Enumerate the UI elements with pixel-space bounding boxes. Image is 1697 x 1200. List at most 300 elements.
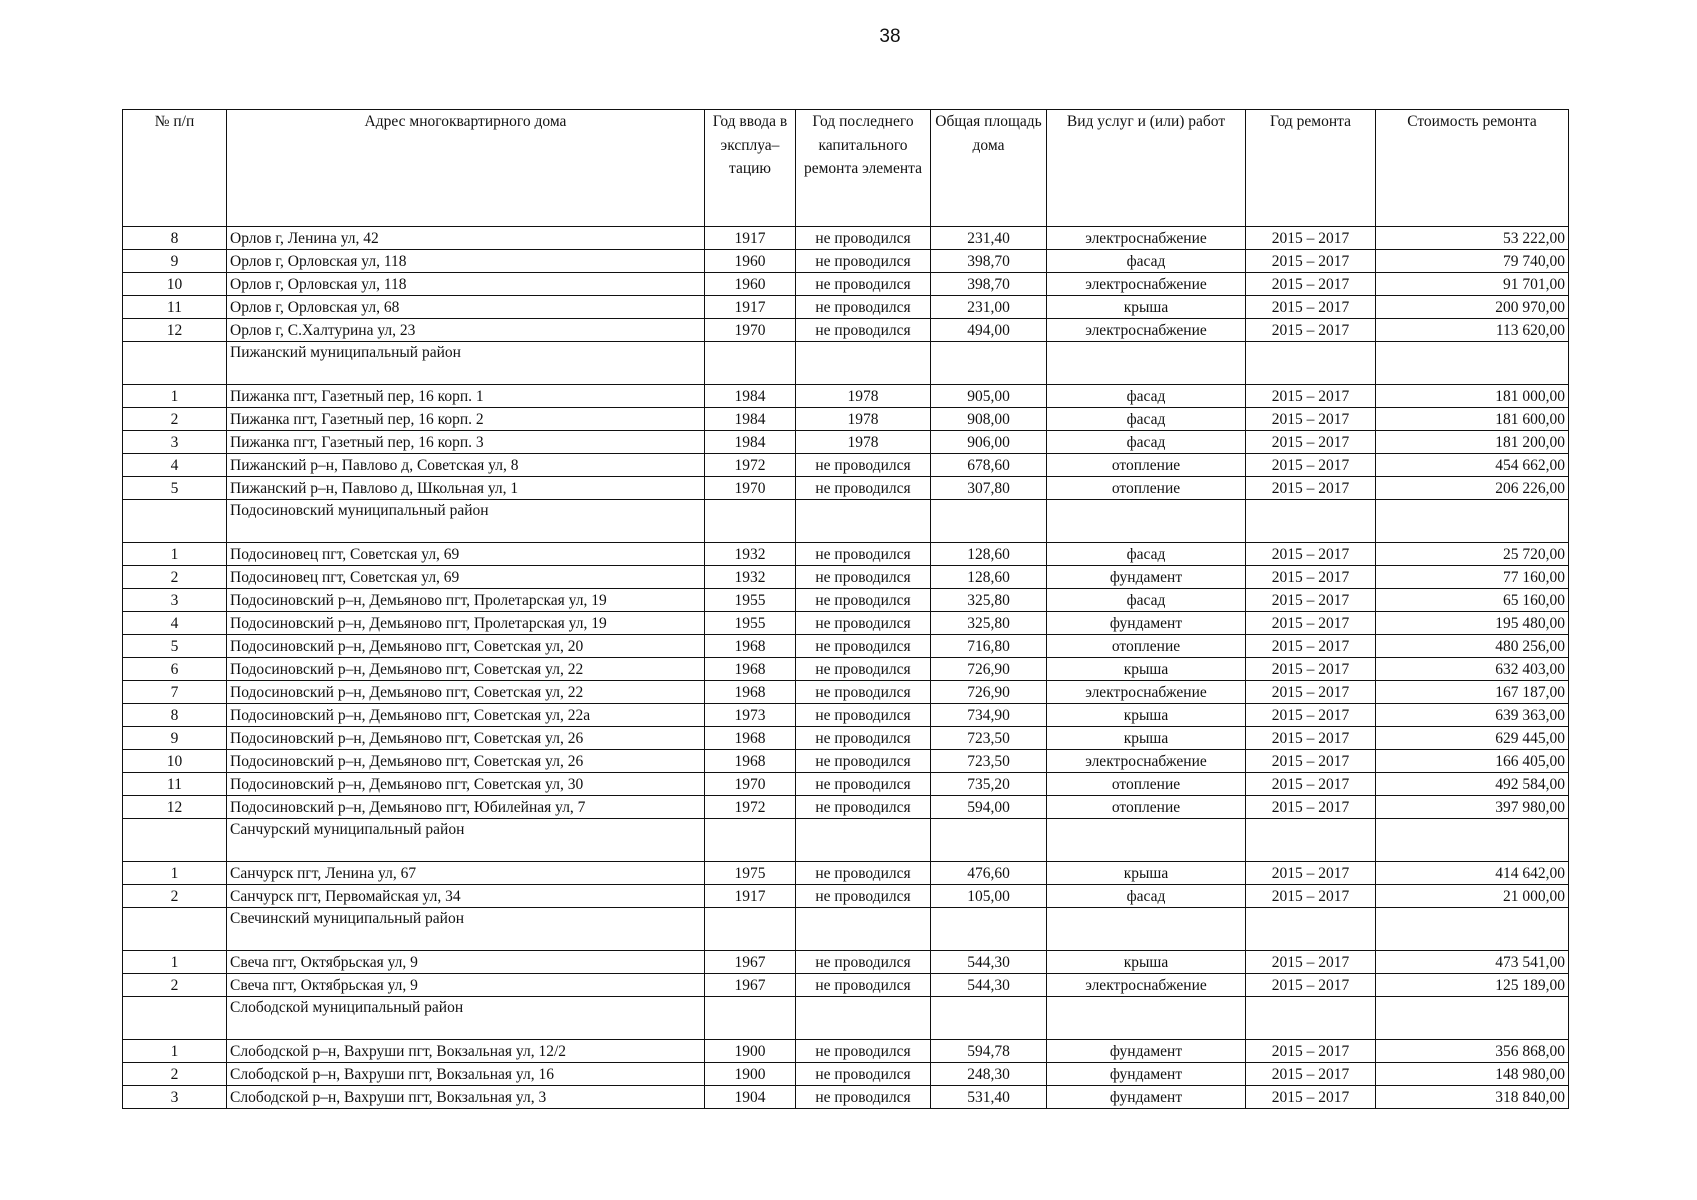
row-year-built: 1984 (705, 385, 796, 408)
row-last-repair: не проводился (796, 974, 931, 997)
row-last-repair: не проводился (796, 543, 931, 566)
row-address: Подосиновский р–н, Демьяново пгт, Советская ул, 30 (227, 773, 705, 796)
empty-cell (1376, 500, 1569, 543)
row-address: Пижанский р–н, Павлово д, Школьная ул, 1 (227, 477, 705, 500)
row-last-repair: не проводился (796, 681, 931, 704)
row-address: Подосиновский р–н, Демьяново пгт, Пролетарская ул, 19 (227, 612, 705, 635)
table-row (123, 658, 1569, 681)
row-number: 2 (123, 974, 227, 997)
row-number: 1 (123, 862, 227, 885)
row-cost: 629 445,00 (1376, 727, 1569, 750)
row-area: 905,00 (931, 385, 1047, 408)
row-area: 105,00 (931, 885, 1047, 908)
row-number: 2 (123, 408, 227, 431)
table-row (123, 773, 1569, 796)
row-number: 2 (123, 1063, 227, 1086)
row-last-repair: не проводился (796, 250, 931, 273)
row-number: 9 (123, 250, 227, 273)
row-area: 398,70 (931, 273, 1047, 296)
row-year-built: 1970 (705, 477, 796, 500)
row-last-repair: не проводился (796, 796, 931, 819)
row-repair-years: 2015 – 2017 (1246, 589, 1376, 612)
row-last-repair: не проводился (796, 296, 931, 319)
row-repair-years: 2015 – 2017 (1246, 704, 1376, 727)
row-last-repair: не проводился (796, 1040, 931, 1063)
row-service: фундамент (1047, 1040, 1246, 1063)
row-area: 734,90 (931, 704, 1047, 727)
row-area: 544,30 (931, 974, 1047, 997)
row-cost: 167 187,00 (1376, 681, 1569, 704)
row-cost: 181 200,00 (1376, 431, 1569, 454)
row-area: 231,40 (931, 227, 1047, 250)
row-last-repair: 1978 (796, 385, 931, 408)
row-cost: 181 600,00 (1376, 408, 1569, 431)
row-cost: 113 620,00 (1376, 319, 1569, 342)
row-number: 7 (123, 681, 227, 704)
empty-cell (123, 500, 227, 543)
row-cost: 473 541,00 (1376, 951, 1569, 974)
row-year-built: 1932 (705, 543, 796, 566)
table-row (123, 796, 1569, 819)
row-address: Санчурск пгт, Первомайская ул, 34 (227, 885, 705, 908)
row-last-repair: не проводился (796, 612, 931, 635)
row-year-built: 1970 (705, 319, 796, 342)
row-area: 726,90 (931, 658, 1047, 681)
row-address: Подосиновский р–н, Демьяново пгт, Советская ул, 22 (227, 681, 705, 704)
row-repair-years: 2015 – 2017 (1246, 543, 1376, 566)
row-service: фасад (1047, 543, 1246, 566)
row-year-built: 1973 (705, 704, 796, 727)
row-repair-years: 2015 – 2017 (1246, 273, 1376, 296)
row-repair-years: 2015 – 2017 (1246, 681, 1376, 704)
row-cost: 492 584,00 (1376, 773, 1569, 796)
row-cost: 181 000,00 (1376, 385, 1569, 408)
row-number: 10 (123, 273, 227, 296)
row-year-built: 1972 (705, 454, 796, 477)
row-repair-years: 2015 – 2017 (1246, 431, 1376, 454)
table-row (123, 250, 1569, 273)
row-area: 231,00 (931, 296, 1047, 319)
row-service: крыша (1047, 727, 1246, 750)
header-last-repair: Год последнего капитального ремонта элемента (796, 110, 931, 227)
row-area: 723,50 (931, 727, 1047, 750)
row-cost: 25 720,00 (1376, 543, 1569, 566)
row-year-built: 1917 (705, 296, 796, 319)
row-area: 248,30 (931, 1063, 1047, 1086)
row-cost: 125 189,00 (1376, 974, 1569, 997)
row-last-repair: не проводился (796, 704, 931, 727)
row-area: 678,60 (931, 454, 1047, 477)
row-repair-years: 2015 – 2017 (1246, 385, 1376, 408)
empty-cell (705, 500, 796, 543)
row-area: 494,00 (931, 319, 1047, 342)
row-year-built: 1984 (705, 431, 796, 454)
row-cost: 200 970,00 (1376, 296, 1569, 319)
row-cost: 148 980,00 (1376, 1063, 1569, 1086)
row-year-built: 1917 (705, 885, 796, 908)
row-repair-years: 2015 – 2017 (1246, 750, 1376, 773)
row-repair-years: 2015 – 2017 (1246, 477, 1376, 500)
table-row (123, 454, 1569, 477)
table-row (123, 296, 1569, 319)
table-row (123, 862, 1569, 885)
row-repair-years: 2015 – 2017 (1246, 612, 1376, 635)
row-last-repair: не проводился (796, 750, 931, 773)
empty-cell (1376, 342, 1569, 385)
row-repair-years: 2015 – 2017 (1246, 951, 1376, 974)
row-repair-years: 2015 – 2017 (1246, 727, 1376, 750)
row-service: электроснабжение (1047, 319, 1246, 342)
row-last-repair: не проводился (796, 273, 931, 296)
row-repair-years: 2015 – 2017 (1246, 635, 1376, 658)
table-row (123, 273, 1569, 296)
empty-cell (1246, 908, 1376, 951)
section-header-row (123, 997, 1569, 1040)
row-number: 11 (123, 773, 227, 796)
empty-cell (123, 997, 227, 1040)
row-address: Орлов г, Орловская ул, 118 (227, 273, 705, 296)
row-number: 6 (123, 658, 227, 681)
empty-cell (931, 997, 1047, 1040)
row-service: фундамент (1047, 1063, 1246, 1086)
table-row (123, 1086, 1569, 1109)
header-area: Общая площадь дома (931, 110, 1047, 227)
row-cost: 65 160,00 (1376, 589, 1569, 612)
row-last-repair: не проводился (796, 727, 931, 750)
row-year-built: 1917 (705, 227, 796, 250)
table-row (123, 951, 1569, 974)
table-row (123, 750, 1569, 773)
row-number: 3 (123, 589, 227, 612)
empty-cell (123, 342, 227, 385)
row-repair-years: 2015 – 2017 (1246, 974, 1376, 997)
row-year-built: 1955 (705, 589, 796, 612)
table-row (123, 477, 1569, 500)
row-year-built: 1968 (705, 750, 796, 773)
row-year-built: 1975 (705, 862, 796, 885)
row-cost: 454 662,00 (1376, 454, 1569, 477)
table-row (123, 543, 1569, 566)
row-address: Слободской р–н, Вахруши пгт, Вокзальная ул, 12/2 (227, 1040, 705, 1063)
row-address: Свеча пгт, Октябрьская ул, 9 (227, 951, 705, 974)
row-last-repair: не проводился (796, 862, 931, 885)
header-number: № п/п (123, 110, 227, 227)
row-last-repair: не проводился (796, 951, 931, 974)
empty-cell (796, 500, 931, 543)
row-cost: 480 256,00 (1376, 635, 1569, 658)
row-number: 1 (123, 951, 227, 974)
row-year-built: 1960 (705, 250, 796, 273)
section-title: Свечинский муниципальный район (227, 908, 705, 951)
row-service: электроснабжение (1047, 974, 1246, 997)
row-cost: 79 740,00 (1376, 250, 1569, 273)
empty-cell (1047, 908, 1246, 951)
table-row (123, 566, 1569, 589)
row-last-repair: не проводился (796, 635, 931, 658)
row-service: электроснабжение (1047, 681, 1246, 704)
row-service: фасад (1047, 885, 1246, 908)
row-address: Подосиновский р–н, Демьяново пгт, Советская ул, 22 (227, 658, 705, 681)
row-repair-years: 2015 – 2017 (1246, 862, 1376, 885)
row-cost: 356 868,00 (1376, 1040, 1569, 1063)
row-repair-years: 2015 – 2017 (1246, 1040, 1376, 1063)
row-year-built: 1972 (705, 796, 796, 819)
row-number: 1 (123, 1040, 227, 1063)
row-address: Пижанка пгт, Газетный пер, 16 корп. 1 (227, 385, 705, 408)
table-row (123, 408, 1569, 431)
row-address: Пижанка пгт, Газетный пер, 16 корп. 2 (227, 408, 705, 431)
row-service: крыша (1047, 704, 1246, 727)
row-year-built: 1904 (705, 1086, 796, 1109)
row-last-repair: не проводился (796, 1086, 931, 1109)
row-service: фасад (1047, 431, 1246, 454)
row-address: Подосиновский р–н, Демьяново пгт, Пролетарская ул, 19 (227, 589, 705, 612)
row-area: 716,80 (931, 635, 1047, 658)
row-area: 325,80 (931, 612, 1047, 635)
row-number: 1 (123, 385, 227, 408)
row-address: Подосиновский р–н, Демьяново пгт, Советская ул, 26 (227, 750, 705, 773)
empty-cell (123, 908, 227, 951)
empty-cell (123, 819, 227, 862)
row-service: фундамент (1047, 566, 1246, 589)
row-cost: 195 480,00 (1376, 612, 1569, 635)
row-service: фундамент (1047, 1086, 1246, 1109)
row-area: 544,30 (931, 951, 1047, 974)
row-service: фасад (1047, 408, 1246, 431)
row-repair-years: 2015 – 2017 (1246, 227, 1376, 250)
header-service: Вид услуг и (или) работ (1047, 110, 1246, 227)
row-cost: 77 160,00 (1376, 566, 1569, 589)
empty-cell (931, 500, 1047, 543)
empty-cell (1246, 819, 1376, 862)
row-last-repair: не проводился (796, 773, 931, 796)
empty-cell (705, 997, 796, 1040)
row-number: 12 (123, 319, 227, 342)
row-number: 2 (123, 885, 227, 908)
row-last-repair: не проводился (796, 566, 931, 589)
empty-cell (1246, 500, 1376, 543)
table-body (123, 227, 1569, 1109)
header-cost: Стоимость ремонта (1376, 110, 1569, 227)
row-service: отопление (1047, 477, 1246, 500)
empty-cell (796, 908, 931, 951)
row-last-repair: не проводился (796, 589, 931, 612)
empty-cell (931, 342, 1047, 385)
row-year-built: 1970 (705, 773, 796, 796)
row-last-repair: 1978 (796, 431, 931, 454)
row-year-built: 1967 (705, 951, 796, 974)
section-header-row (123, 500, 1569, 543)
empty-cell (1246, 342, 1376, 385)
row-cost: 639 363,00 (1376, 704, 1569, 727)
row-address: Подосиновский р–н, Демьяново пгт, Советская ул, 22а (227, 704, 705, 727)
row-last-repair: не проводился (796, 454, 931, 477)
row-repair-years: 2015 – 2017 (1246, 1086, 1376, 1109)
row-area: 128,60 (931, 566, 1047, 589)
row-area: 531,40 (931, 1086, 1047, 1109)
row-repair-years: 2015 – 2017 (1246, 408, 1376, 431)
table-row (123, 635, 1569, 658)
row-service: электроснабжение (1047, 750, 1246, 773)
row-number: 11 (123, 296, 227, 319)
row-repair-years: 2015 – 2017 (1246, 250, 1376, 273)
row-year-built: 1968 (705, 727, 796, 750)
row-address: Свеча пгт, Октябрьская ул, 9 (227, 974, 705, 997)
row-area: 325,80 (931, 589, 1047, 612)
row-cost: 632 403,00 (1376, 658, 1569, 681)
empty-cell (1376, 908, 1569, 951)
row-number: 5 (123, 635, 227, 658)
table-row (123, 589, 1569, 612)
row-service: фасад (1047, 385, 1246, 408)
header-year-built: Год ввода в эксплуа– тацию (705, 110, 796, 227)
row-repair-years: 2015 – 2017 (1246, 1063, 1376, 1086)
row-number: 12 (123, 796, 227, 819)
empty-cell (796, 342, 931, 385)
row-address: Подосиновец пгт, Советская ул, 69 (227, 566, 705, 589)
row-service: отопление (1047, 773, 1246, 796)
empty-cell (705, 342, 796, 385)
table-row (123, 612, 1569, 635)
row-year-built: 1932 (705, 566, 796, 589)
row-area: 594,78 (931, 1040, 1047, 1063)
empty-cell (1047, 997, 1246, 1040)
header-repair-years: Год ремонта (1246, 110, 1376, 227)
table-header-row (123, 110, 1569, 227)
row-repair-years: 2015 – 2017 (1246, 454, 1376, 477)
row-service: фасад (1047, 589, 1246, 612)
row-year-built: 1968 (705, 635, 796, 658)
row-repair-years: 2015 – 2017 (1246, 319, 1376, 342)
table-row (123, 704, 1569, 727)
row-last-repair: не проводился (796, 658, 931, 681)
row-area: 594,00 (931, 796, 1047, 819)
section-header-row (123, 819, 1569, 862)
empty-cell (931, 819, 1047, 862)
empty-cell (1246, 997, 1376, 1040)
row-address: Подосиновский р–н, Демьяново пгт, Советская ул, 20 (227, 635, 705, 658)
row-cost: 21 000,00 (1376, 885, 1569, 908)
row-last-repair: 1978 (796, 408, 931, 431)
row-number: 8 (123, 704, 227, 727)
row-number: 1 (123, 543, 227, 566)
row-number: 4 (123, 454, 227, 477)
row-cost: 414 642,00 (1376, 862, 1569, 885)
row-service: отопление (1047, 454, 1246, 477)
empty-cell (796, 819, 931, 862)
empty-cell (796, 997, 931, 1040)
table-row (123, 1040, 1569, 1063)
section-title: Санчурский муниципальный район (227, 819, 705, 862)
row-cost: 397 980,00 (1376, 796, 1569, 819)
row-area: 735,20 (931, 773, 1047, 796)
row-last-repair: не проводился (796, 319, 931, 342)
row-area: 726,90 (931, 681, 1047, 704)
section-title: Слободской муниципальный район (227, 997, 705, 1040)
row-address: Пижанский р–н, Павлово д, Советская ул, 8 (227, 454, 705, 477)
table-row (123, 681, 1569, 704)
row-year-built: 1900 (705, 1040, 796, 1063)
repair-register-table (122, 109, 1569, 1109)
section-title: Подосиновский муниципальный район (227, 500, 705, 543)
row-area: 398,70 (931, 250, 1047, 273)
row-cost: 91 701,00 (1376, 273, 1569, 296)
row-year-built: 1960 (705, 273, 796, 296)
row-address: Слободской р–н, Вахруши пгт, Вокзальная ул, 3 (227, 1086, 705, 1109)
row-address: Орлов г, Орловская ул, 118 (227, 250, 705, 273)
row-last-repair: не проводился (796, 477, 931, 500)
page-number: 38 (879, 26, 901, 47)
row-cost: 166 405,00 (1376, 750, 1569, 773)
row-last-repair: не проводился (796, 885, 931, 908)
row-address: Пижанка пгт, Газетный пер, 16 корп. 3 (227, 431, 705, 454)
empty-cell (705, 819, 796, 862)
row-repair-years: 2015 – 2017 (1246, 658, 1376, 681)
row-year-built: 1968 (705, 658, 796, 681)
row-service: фундамент (1047, 612, 1246, 635)
row-address: Подосиновец пгт, Советская ул, 69 (227, 543, 705, 566)
row-address: Орлов г, Орловская ул, 68 (227, 296, 705, 319)
row-number: 10 (123, 750, 227, 773)
empty-cell (931, 908, 1047, 951)
row-service: электроснабжение (1047, 273, 1246, 296)
row-number: 8 (123, 227, 227, 250)
row-last-repair: не проводился (796, 227, 931, 250)
empty-cell (1047, 342, 1246, 385)
row-number: 3 (123, 431, 227, 454)
row-service: крыша (1047, 862, 1246, 885)
row-service: крыша (1047, 658, 1246, 681)
row-address: Слободской р–н, Вахруши пгт, Вокзальная ул, 16 (227, 1063, 705, 1086)
row-number: 3 (123, 1086, 227, 1109)
row-repair-years: 2015 – 2017 (1246, 566, 1376, 589)
row-number: 2 (123, 566, 227, 589)
row-number: 9 (123, 727, 227, 750)
row-area: 476,60 (931, 862, 1047, 885)
row-year-built: 1900 (705, 1063, 796, 1086)
table-row (123, 885, 1569, 908)
row-service: крыша (1047, 951, 1246, 974)
empty-cell (1047, 500, 1246, 543)
table-row (123, 319, 1569, 342)
empty-cell (1047, 819, 1246, 862)
row-service: крыша (1047, 296, 1246, 319)
empty-cell (1376, 819, 1569, 862)
row-repair-years: 2015 – 2017 (1246, 885, 1376, 908)
row-address: Санчурск пгт, Ленина ул, 67 (227, 862, 705, 885)
row-address: Подосиновский р–н, Демьяново пгт, Советская ул, 26 (227, 727, 705, 750)
row-number: 4 (123, 612, 227, 635)
row-year-built: 1984 (705, 408, 796, 431)
row-last-repair: не проводился (796, 1063, 931, 1086)
section-header-row (123, 908, 1569, 951)
empty-cell (1376, 997, 1569, 1040)
row-area: 307,80 (931, 477, 1047, 500)
row-repair-years: 2015 – 2017 (1246, 796, 1376, 819)
row-cost: 206 226,00 (1376, 477, 1569, 500)
section-header-row (123, 342, 1569, 385)
table-row (123, 431, 1569, 454)
row-year-built: 1955 (705, 612, 796, 635)
row-area: 908,00 (931, 408, 1047, 431)
row-service: фасад (1047, 250, 1246, 273)
row-address: Орлов г, Ленина ул, 42 (227, 227, 705, 250)
row-service: электроснабжение (1047, 227, 1246, 250)
row-year-built: 1967 (705, 974, 796, 997)
row-address: Орлов г, С.Халтурина ул, 23 (227, 319, 705, 342)
row-year-built: 1968 (705, 681, 796, 704)
row-address: Подосиновский р–н, Демьяново пгт, Юбилейная ул, 7 (227, 796, 705, 819)
